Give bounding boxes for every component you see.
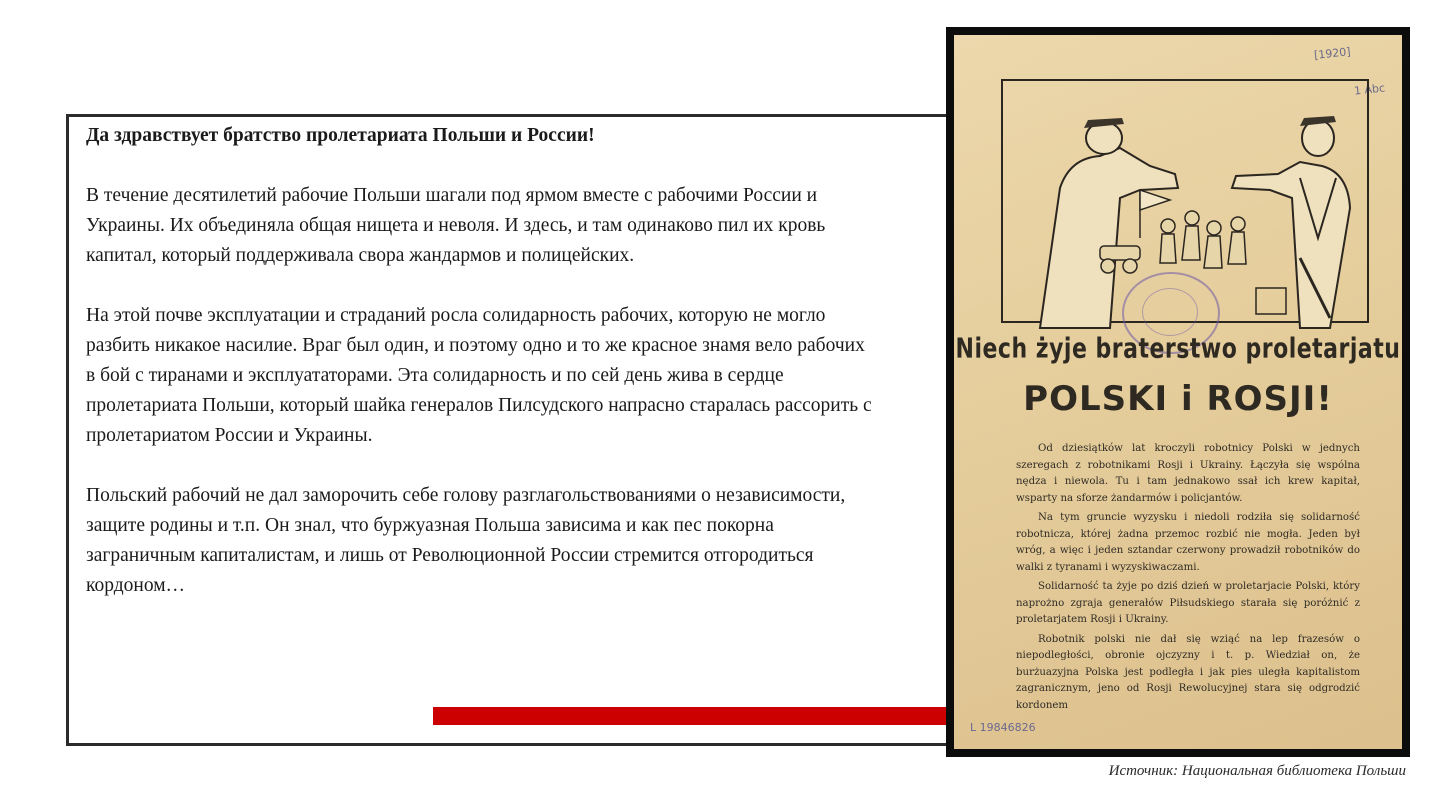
poster-title-line2: POLSKI i ROSJI! <box>1023 379 1333 419</box>
poster-paragraph-1: Od dziesiątków lat kroczyli robotnicy Polski w jednych szeregach z robotnikami Rosji i Ukrainy. Łączyła się wspólna nędza i niewola. Tu i tam jednakowo ssał ich krew kapitał, wsparty na sforze żandarmów i policjantów. <box>1016 443 1360 504</box>
article-text <box>86 121 876 631</box>
poster-paper <box>954 35 1402 749</box>
poster-paragraph-3: Solidarność ta żyje po dziś dzień w proletarjacie Polski, który naprożno zgraja generałów Piłsudskiego starała się poróżnić z proletarjatem Rosji i Ukrainy. <box>1016 581 1360 625</box>
article-paragraph-1: В течение десятилетий рабочие Польши шагали под ярмом вместе с рабочими России и Украины. Их объединяла общая нищета и неволя. И здесь, и там одинаково пил их кровь капитал, который поддерживала свора жандармов и полицейских. <box>86 185 826 266</box>
poster-body-text <box>1016 441 1360 717</box>
article-paragraph-2: На этой почве эксплуатации и страданий росла солидарность рабочих, которую не могло разбить никакое насилие. Враг был один, и поэтому одно и то же красное знамя вело рабочих в бой с тиранами и эксплуататорами. Эта солидарность и по сей день жива в сердце пролетариата Польши, который шайка генералов Пилсудского напрасно старалась рассорить с пролетариатом России и Украины. <box>86 305 872 446</box>
article-paragraph-3: Польский рабочий не дал заморочить себе голову разглагольствованиями о независимости, защите родины и т.п. Он знал, что буржуазная Польша зависима и как пес покорна заграничным капиталистам, и лишь от Революционной России стремится отгородиться кордоном… <box>86 485 846 596</box>
source-caption: Источник: Национальная библиотека Польши <box>1108 763 1406 779</box>
inventory-number: L 19846826 <box>970 721 1036 734</box>
archive-note: 1 Abc <box>1353 81 1386 98</box>
article-headline: Да здравствует братство пролетариата Польши и России! <box>86 125 595 146</box>
poster-image <box>946 27 1410 757</box>
archive-year: [1920] <box>1313 45 1352 62</box>
accent-bar <box>433 707 953 725</box>
poster-paragraph-2: Na tym gruncie wyzysku i niedoli rodziła się solidarność robotnicza, której żadna przemoc rozbić nie mogła. Jeden był wróg, a więc i jeden sztandar czerwony prowadził robotników do walki z tyranami i wyzyskiwaczami. <box>1016 512 1360 573</box>
poster-paragraph-4: Robotnik polski nie dał się wziąć na lep frazesów o niepodległości, obronie ojczyzny i t. p. Wiedział on, że burżuazyjna Polska jest podległa i jak pies uległa kapitalistom zagranicznym, jeno od Rosji Rewolucyjnej stara się odgrodzić kordonem <box>1016 633 1360 711</box>
poster-title-line1: Niech żyje braterstwo proletarjatu <box>955 333 1401 366</box>
